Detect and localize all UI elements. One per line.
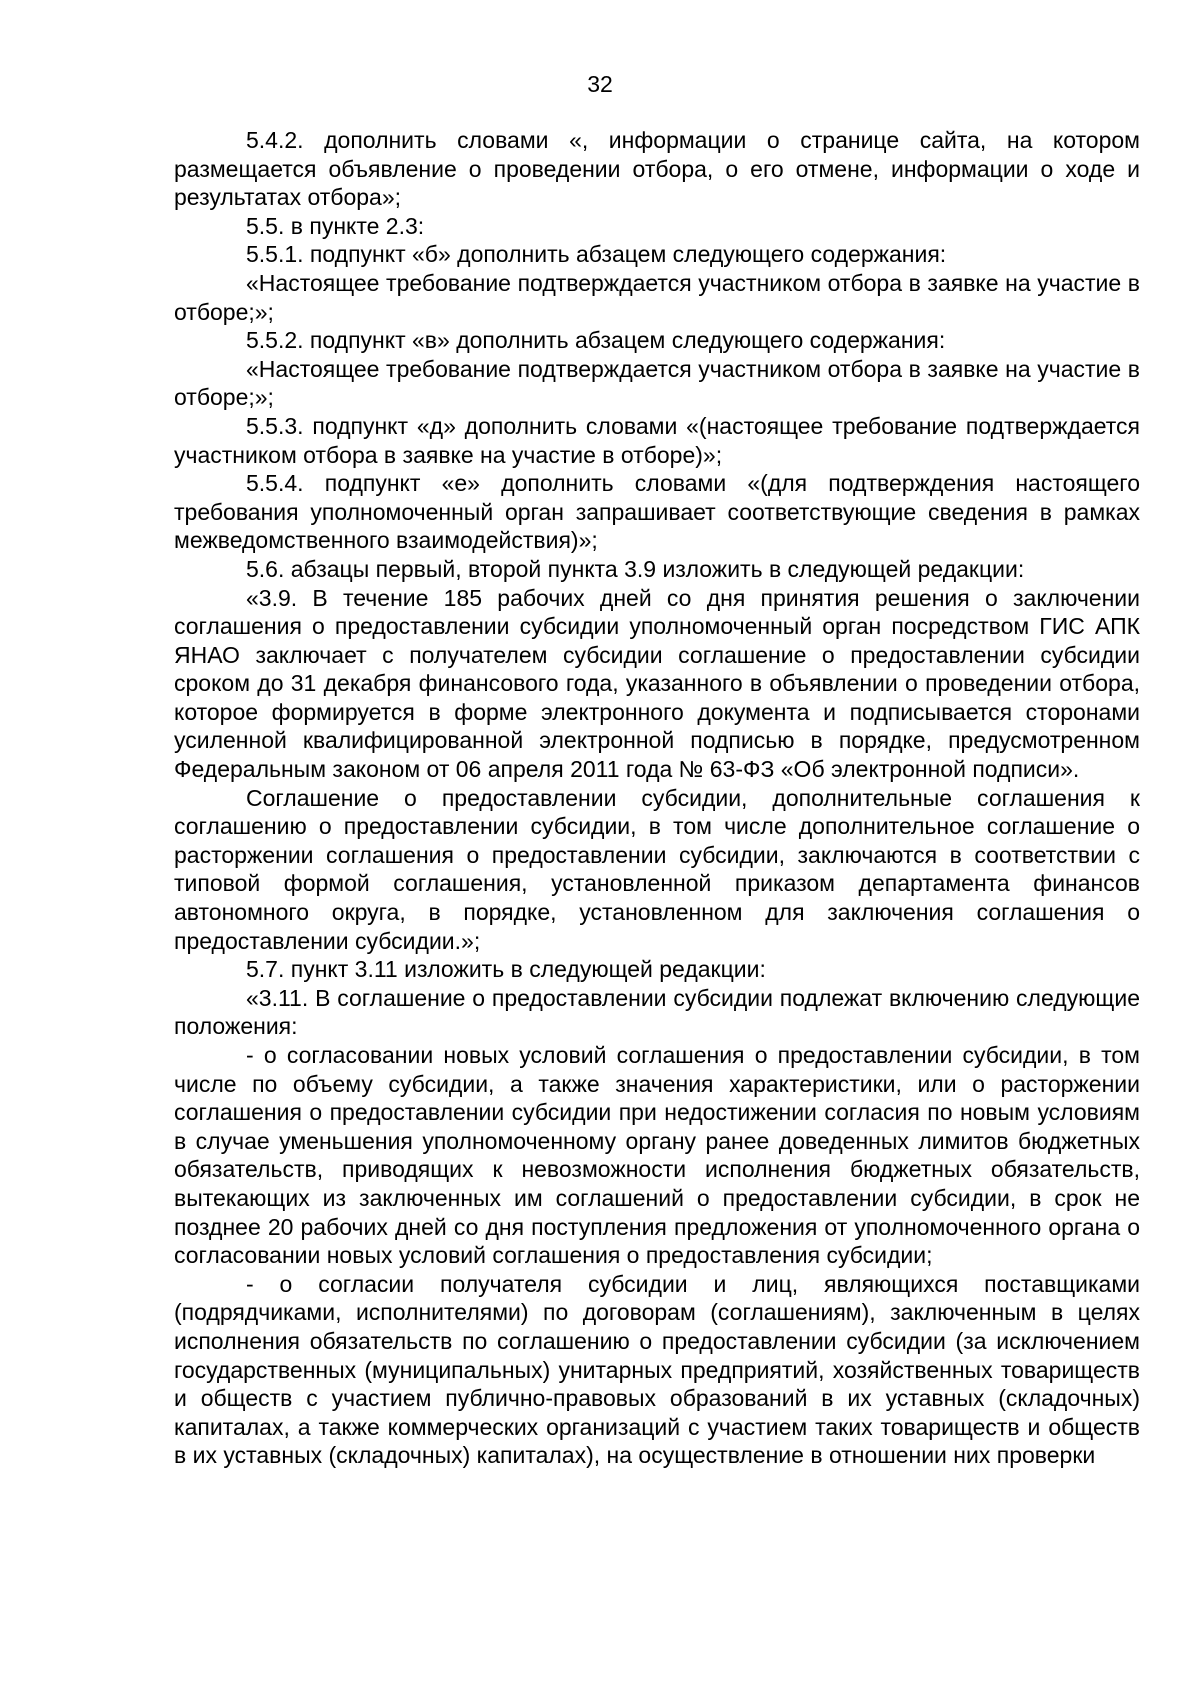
paragraph: 5.4.2. дополнить словами «, информации о странице сайта, на котором размещается объявление о проведении отбора, о его отмене, информации о ходе и результатах отбора»; [174,127,1140,211]
paragraph: 5.5.4. подпункт «е» дополнить словами «(для подтверждения настоящего требования уполномоченный орган запрашивает соответствующие сведения в рамках межведомственного взаимодействия)»; [174,470,1140,554]
paragraph: - о согласии получателя субсидии и лиц, являющихся поставщиками (подрядчиками, исполнителями) по договорам (соглашениям), заключенным в целях исполнения обязательств по соглашению о предоставлении субсидии (за исключением государственных (муниципальных) унитарных предприятий, хозяйственных товариществ и обществ с участием публично-правовых образований в их уставных (складочных) капиталах, а также коммерческих организаций с участием таких товариществ и обществ в их уставных (складочных) капиталах), на осуществление в отношении них проверки [174,1270,1140,1469]
paragraph: 5.6. абзацы первый, второй пункта 3.9 изложить в следующей редакции: [246,555,1025,582]
paragraph: - о согласовании новых условий соглашения о предоставлении субсидии, в том числе по объему субсидии, а также значения характеристики, или о расторжении соглашения о предоставлении субсидии при недостижении согласия по новым условиям в случае уменьшения уполномоченному органу ранее доведенных лимитов бюджетных обязательств, приводящих к невозможности исполнения бюджетных обязательств, вытекающих из заключенных им соглашений о предоставлении субсидии, в срок не позднее 20 рабочих дней со дня поступления предложения от уполномоченного органа о согласовании новых условий соглашения о предоставления субсидии; [174,1042,1140,1269]
paragraph: 5.5.1. подпункт «б» дополнить абзацем следующего содержания: [246,241,947,268]
paragraph: «3.9. В течение 185 рабочих дней со дня принятия решения о заключении соглашения о предоставлении субсидии уполномоченный орган посредством ГИС АПК ЯНАО заключает с получателем субсидии соглашение о предоставлении субсидии сроком до 31 декабря финансового года, указанного в объявлении о проведении отбора, которое формируется в форме электронного документа и подписывается сторонами усиленной квалифицированной электронной подписью в порядке, предусмотренном Федеральным законом от 06 апреля 2011 года № 63-ФЗ «Об электронной подписи». [174,584,1140,783]
page-number: 32 [587,71,613,97]
paragraph: Соглашение о предоставлении субсидии, дополнительные соглашения к соглашению о предоставлении субсидии, в том числе дополнительное соглашение о расторжении соглашения о предоставлении субсидии, заключаются в соответствии с типовой формой соглашения, установленной приказом департамента финансов автономного округа, в порядке, установленном для заключения соглашения о предоставлении субсидии.»; [174,784,1140,954]
paragraph: 5.5. в пункте 2.3: [246,212,425,239]
paragraph: «3.11. В соглашение о предоставлении субсидии подлежат включению следующие положения: [174,984,1140,1040]
paragraph: «Настоящее требование подтверждается участником отбора в заявке на участие в отборе;»; [174,355,1140,411]
paragraph: «Настоящее требование подтверждается участником отбора в заявке на участие в отборе;»; [174,269,1140,325]
document-body [174,126,1140,1470]
paragraph: 5.5.3. подпункт «д» дополнить словами «(настоящее требование подтверждается участником отбора в заявке на участие в отборе)»; [174,412,1140,468]
paragraph: 5.7. пункт 3.11 изложить в следующей редакции: [246,956,766,983]
paragraph: 5.5.2. подпункт «в» дополнить абзацем следующего содержания: [246,327,946,354]
